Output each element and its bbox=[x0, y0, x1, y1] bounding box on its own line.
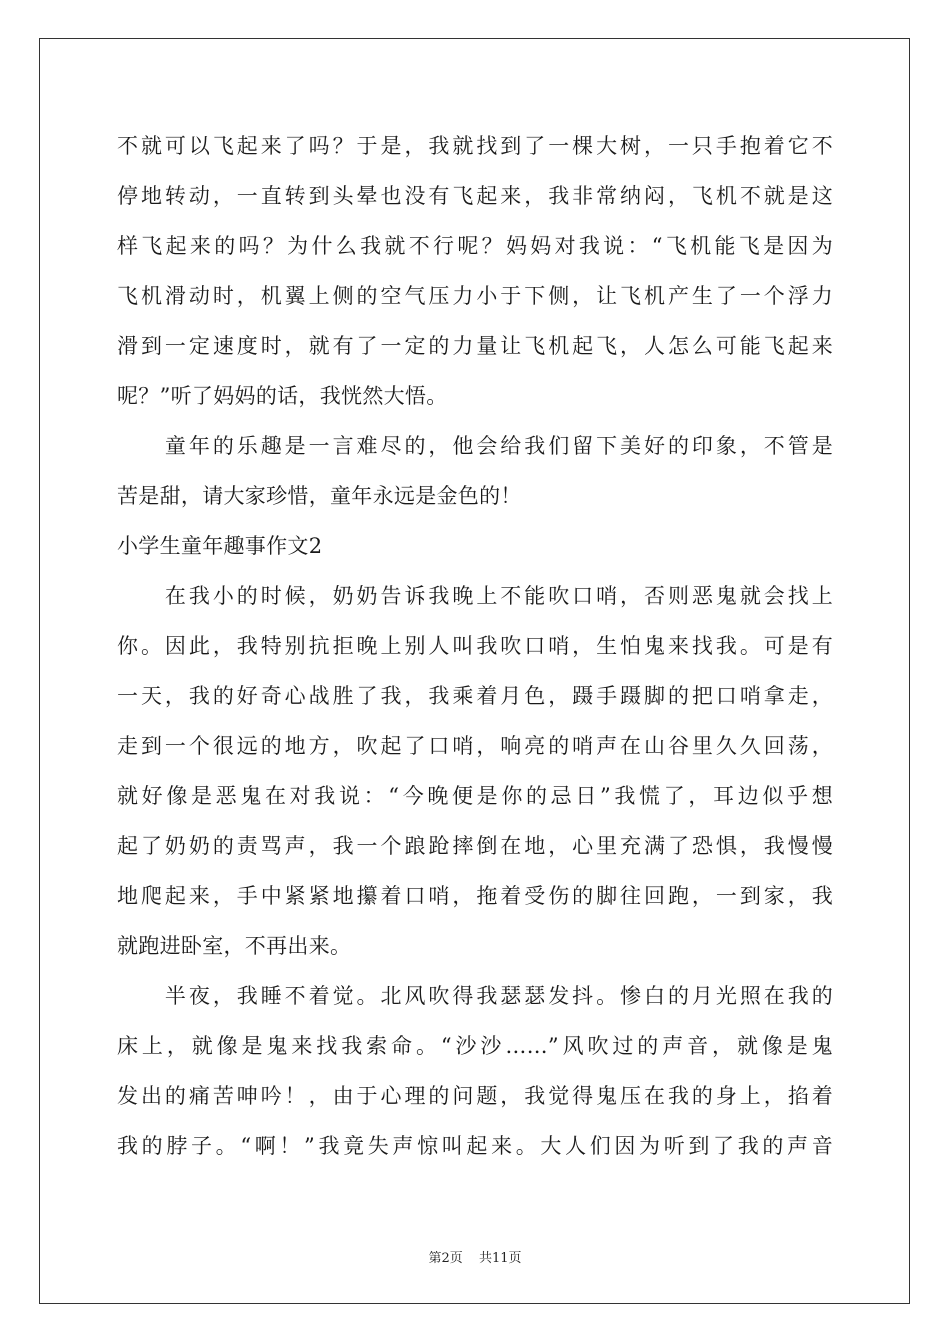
text-line: 就好像是恶鬼在对我说：“今晚便是你的忌日”我慌了，耳边似乎想 bbox=[117, 784, 833, 808]
section-heading: 小学生童年趣事作文2 bbox=[117, 534, 323, 558]
page-footer bbox=[0, 1247, 950, 1266]
page-number: 第2页 bbox=[428, 1251, 463, 1266]
text-line: 在我小的时候，奶奶告诉我晚上不能吹口哨，否则恶鬼就会找上 bbox=[117, 584, 833, 608]
text-line: 你。因此，我特别抗拒晚上别人叫我吹口哨，生怕鬼来找我。可是有 bbox=[117, 634, 833, 658]
page-total: 共11页 bbox=[478, 1251, 522, 1266]
text-line: 就跑进卧室，不再出来。 bbox=[117, 934, 352, 958]
text-line: 起了奶奶的责骂声，我一个踉跄摔倒在地，心里充满了恐惧，我慢慢 bbox=[117, 834, 833, 858]
text-line: 床上，就像是鬼来找我索命。“沙沙……”风吹过的声音，就像是鬼 bbox=[117, 1034, 833, 1058]
text-line: 停地转动，一直转到头晕也没有飞起来，我非常纳闷，飞机不就是这 bbox=[117, 184, 833, 208]
text-line: 地爬起来，手中紧紧地攥着口哨，拖着受伤的脚往回跑，一到家，我 bbox=[117, 884, 833, 908]
text-line: 童年的乐趣是一言难尽的，他会给我们留下美好的印象，不管是 bbox=[117, 434, 833, 458]
text-line: 样飞起来的吗？为什么我就不行呢？妈妈对我说：“飞机能飞是因为 bbox=[117, 234, 833, 258]
text-line: 不就可以飞起来了吗？于是，我就找到了一棵大树，一只手抱着它不 bbox=[117, 134, 833, 158]
text-line: 我的脖子。“啊！”我竟失声惊叫起来。大人们因为听到了我的声音 bbox=[117, 1134, 833, 1158]
document-body bbox=[117, 121, 833, 1171]
text-line: 走到一个很远的地方，吹起了口哨，响亮的哨声在山谷里久久回荡， bbox=[117, 734, 833, 758]
text-line: 滑到一定速度时，就有了一定的力量让飞机起飞，人怎么可能飞起来 bbox=[117, 334, 833, 358]
text-line: 发出的痛苦呻吟！，由于心理的问题，我觉得鬼压在我的身上，掐着 bbox=[117, 1084, 833, 1108]
text-line: 苦是甜，请大家珍惜，童年永远是金色的！ bbox=[117, 484, 522, 508]
text-line: 飞机滑动时，机翼上侧的空气压力小于下侧，让飞机产生了一个浮力 bbox=[117, 284, 833, 308]
text-line: 呢？”听了妈妈的话，我恍然大悟。 bbox=[117, 384, 448, 408]
text-line: 半夜，我睡不着觉。北风吹得我瑟瑟发抖。惨白的月光照在我的 bbox=[117, 984, 833, 1008]
text-line: 一天，我的好奇心战胜了我，我乘着月色，蹑手蹑脚的把口哨拿走， bbox=[117, 684, 833, 708]
